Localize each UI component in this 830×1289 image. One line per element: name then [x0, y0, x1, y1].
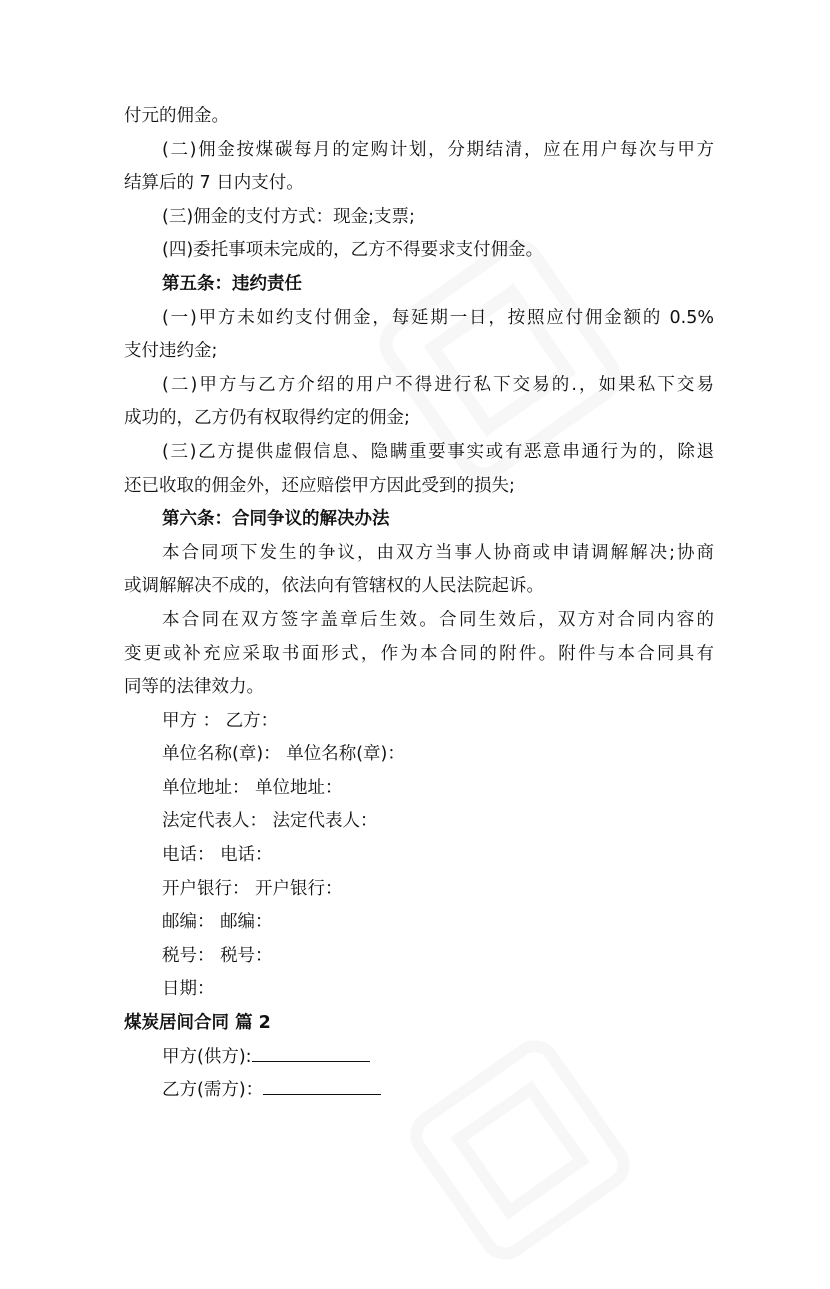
signature-line: 日期：	[162, 979, 215, 1000]
section-heading: 第五条：违约责任	[162, 273, 302, 294]
section-heading: 第六条：合同争议的解决办法	[162, 509, 390, 530]
paragraph-line: 或调解解决不成的，依法向有管辖权的人民法院起诉。	[124, 576, 544, 597]
document-body	[124, 100, 714, 1108]
party-label: 甲方(供方):	[162, 1046, 252, 1067]
signature-line: 单位地址： 单位地址：	[162, 777, 343, 798]
paragraph-line: 支付违约金;	[124, 341, 218, 362]
paragraph-line: 结算后的 7 日内支付。	[124, 173, 304, 194]
paragraph-line: 成功的，乙方仍有权取得约定的佣金;	[124, 408, 410, 429]
document-title: 煤炭居间合同 篇 2	[124, 1013, 271, 1034]
paragraph-line: (一)甲方未如约支付佣金，每延期一日，按照应付佣金额的 0.5%	[162, 307, 714, 328]
party-line	[124, 1041, 714, 1075]
party-line	[124, 1074, 714, 1108]
signature-line: 法定代表人： 法定代表人：	[162, 811, 378, 832]
signature-line: 甲方 ： 乙方：	[162, 710, 279, 731]
paragraph-line: (三)佣金的支付方式：现金;支票;	[162, 206, 415, 227]
party-label: 乙方(需方)：	[162, 1080, 264, 1101]
fill-in-blank	[263, 1075, 381, 1095]
paragraph-line: 本合同项下发生的争议，由双方当事人协商或申请调解解决;协商	[162, 542, 714, 563]
signature-line: 邮编： 邮编：	[162, 912, 273, 933]
signature-line: 单位名称(章)： 单位名称(章)：	[162, 744, 405, 765]
paragraph-line: 还已收取的佣金外，还应赔偿甲方因此受到的损失;	[124, 475, 515, 496]
paragraph-line: 变更或补充应采取书面形式，作为本合同的附件。附件与本合同具有	[124, 643, 714, 664]
fill-in-blank	[252, 1041, 370, 1061]
paragraph-line: 本合同在双方签字盖章后生效。合同生效后，双方对合同内容的	[162, 609, 714, 630]
paragraph-line: 同等的法律效力。	[124, 677, 264, 698]
signature-line: 开户银行： 开户银行：	[162, 878, 343, 899]
paragraph-line: (三)乙方提供虚假信息、隐瞒重要事实或有恶意串通行为的，除退	[162, 441, 714, 462]
signature-line: 电话： 电话：	[162, 845, 273, 866]
paragraph-line: (四)委托事项未完成的，乙方不得要求支付佣金。	[162, 240, 544, 261]
paragraph-line: (二)甲方与乙方介绍的用户不得进行私下交易的.，如果私下交易	[162, 374, 714, 395]
signature-line: 税号： 税号：	[162, 945, 273, 966]
paragraph-line: 付元的佣金。	[124, 106, 229, 126]
paragraph-line: (二)佣金按煤碳每月的定购计划，分期结清，应在用户每次与甲方	[162, 139, 714, 160]
